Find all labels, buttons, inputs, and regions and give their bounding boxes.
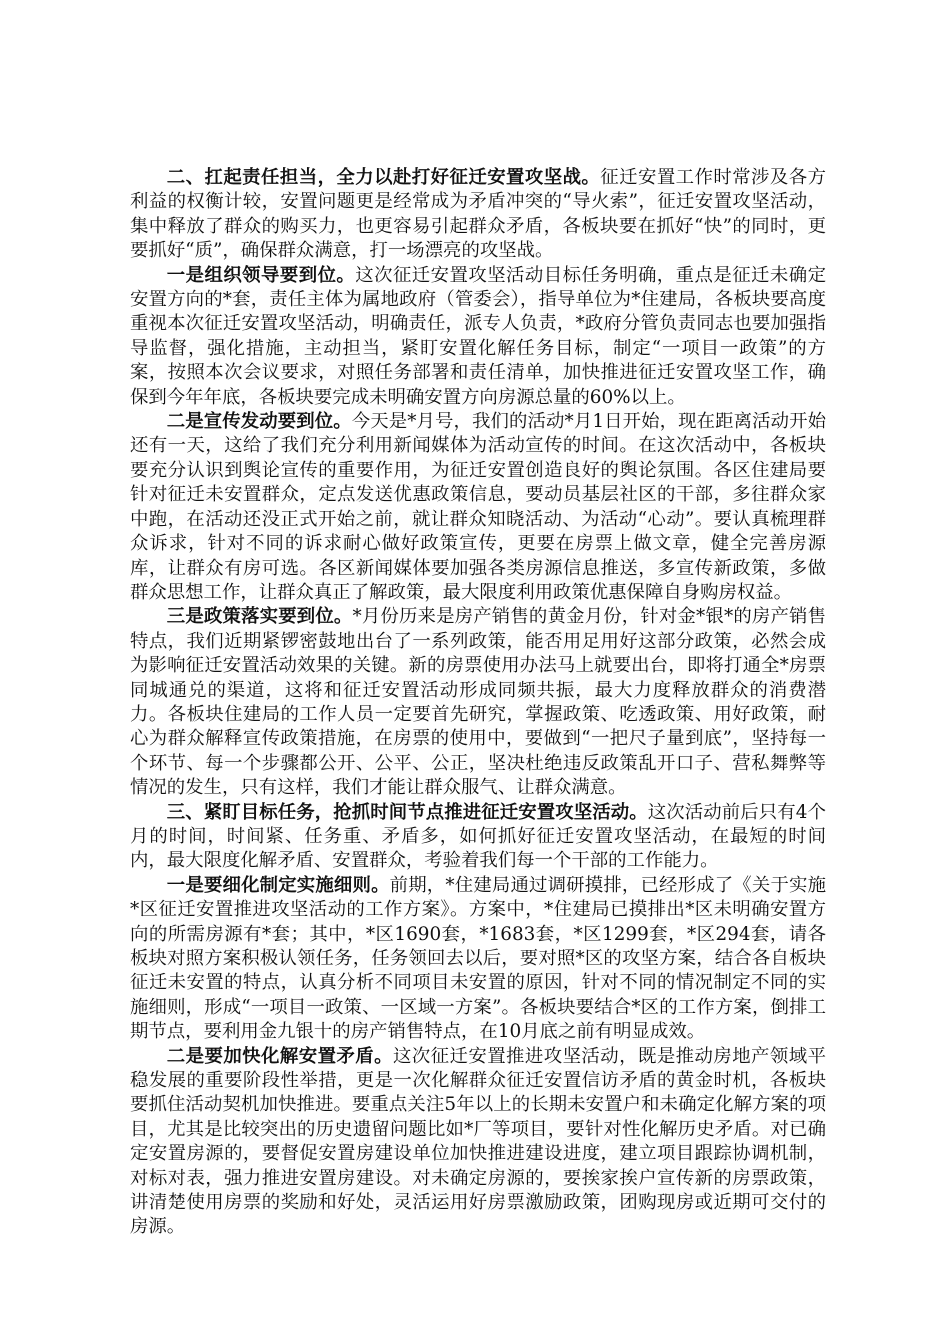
section-heading: 二、扛起责任担当，全力以赴打好征迁安置攻坚战。 <box>166 167 601 188</box>
section-heading: 三、紧盯目标任务，抢抓时间节点推进征迁安置攻坚活动。 <box>166 801 648 823</box>
subsection-heading: 二是宣传发动要到位。 <box>166 411 352 433</box>
paragraph-text: *月份历来是房产销售的黄金月份，针对金*银*的房产销售特点，我们近期紧锣密鼓地出台了一系列政策，能否用足用好这部分政策，必然会成为影响征迁安置活动效果的关键。新的房票使用办法马上就要出台，即将打通全*房票同城通兑的渠道，这将和征迁安置活动形成同频共振，最大力度释放群众的消费潜力。各板块住建局的工作人员一定要首先研究，掌握政策、吃透政策、用好政策，耐心为群众解释宣传政策措施，在房票的使用中，要做到“一把尺子量到底”，坚持每一个环节、每一个步骤都公开、公平、公正，坚决杜绝违反政策乱开口子、营私舞弊等情况的发生，只有这样，我们才能让群众服气、让群众满意。 <box>130 606 826 799</box>
paragraph-publicity <box>130 410 826 605</box>
paragraph-resolution <box>130 1045 826 1240</box>
paragraph-text: 征迁安置工作时常涉及各方利益的权衡计较，安置问题更是经常成为矛盾冲突的“导火索”，征迁安置攻坚活动，集中释放了群众的购买力，也更容易引起群众矛盾，各板块要在抓好“快”的同时，更要抓好“质”，确保群众满意，打一场漂亮的攻坚战。 <box>130 167 826 262</box>
paragraph-section-two <box>130 166 826 264</box>
subsection-heading: 一是要细化制定实施细则。 <box>166 874 390 896</box>
subsection-heading: 三是政策落实要到位。 <box>166 606 353 628</box>
paragraph-policy <box>130 605 826 800</box>
paragraph-text: 这次征迁安置攻坚活动目标任务明确，重点是征迁未确定安置方向的*套，责任主体为属地政府（管委会），指导单位为*住建局，各板块要高度重视本次征迁安置攻坚活动，明确责任，派专人负责，*政府分管负责同志也要加强指导监督，强化措施，主动担当，紧盯安置化解任务目标，制定“一项目一政策”的方案，按照本次会议要求，对照任务部署和责任清单，加快推进征迁安置攻坚工作，确保到今年年底，各板块要完成未明确安置方向房源总量的60%以上。 <box>130 264 826 408</box>
paragraph-text: 前期，*住建局通过调研摸排，已经形成了《关于实施*区征迁安置推进攻坚活动的工作方案》。方案中，*住建局已摸排出*区未明确安置方向的所需房源有*套；其中，*区1690套，*1683套，*区1299套，*区294套，请各板块对照方案积极认领任务，任务领回去以后，要对照*区的攻坚方案，结合各自板块征迁未安置的特点，认真分析不同项目未安置的原因，针对不同的情况制定不同的实施细则，形成“一项目一政策、一区域一方案”。各板块要结合*区的工作方案，倒排工期节点，要利用金九银十的房产销售特点，在10月底之前有明显成效。 <box>130 874 826 1043</box>
paragraph-implementation <box>130 874 826 1045</box>
paragraph-text: 这次活动前后只有4个月的时间，时间紧、任务重、矛盾多，如何抓好征迁安置攻坚活动，在最短的时间内，最大限度化解矛盾、安置群众，考验着我们每一个干部的工作能力。 <box>130 801 826 872</box>
subsection-heading: 一是组织领导要到位。 <box>166 264 356 286</box>
subsection-heading: 二是要加快化解安置矛盾。 <box>166 1045 393 1067</box>
paragraph-section-three <box>130 801 826 874</box>
paragraph-text: 这次征迁安置推进攻坚活动，既是推动房地产领域平稳发展的重要阶段性举措，更是一次化解群众征迁安置信访矛盾的黄金时机，各板块要抓住活动契机加快推进。要重点关注5年以上的长期未安置户和未确定化解方案的项目，尤其是比较突出的历史遗留问题比如*厂等项目，要针对性化解历史矛盾。对已确定安置房源的，要督促安置房建设单位加快推进建设进度，建立项目跟踪协调机制，对标对表，强力推进安置房建设。对未确定房源的，要挨家挨户宣传新的房票政策，讲清楚使用房票的奖励和好处，灵活运用好房票激励政策，团购现房或近期可交付的房源。 <box>130 1045 826 1238</box>
paragraph-text: 今天是*月号，我们的活动*月1日开始，现在距离活动开始还有一天，这给了我们充分利用新闻媒体为活动宣传的时间。在这次活动中，各板块要充分认识到舆论宣传的重要作用，为征迁安置创造良好的舆论氛围。各区住建局要针对征迁未安置群众，定点发送优惠政策信息，要动员基层社区的干部，多往群众家中跑，在活动还没正式开始之前，就让群众知晓活动、为活动“心动”。要认真梳理群众诉求，针对不同的诉求耐心做好政策宣传，更要在房票上做文章，健全完善房源库，让群众有房可选。各区新闻媒体要加强各类房源信息推送，多宣传新政策，多做群众思想工作，让群众真正了解政策，最大限度利用政策优惠保障自身购房权益。 <box>130 411 826 603</box>
document-body <box>130 166 826 1240</box>
paragraph-organization <box>130 264 826 410</box>
